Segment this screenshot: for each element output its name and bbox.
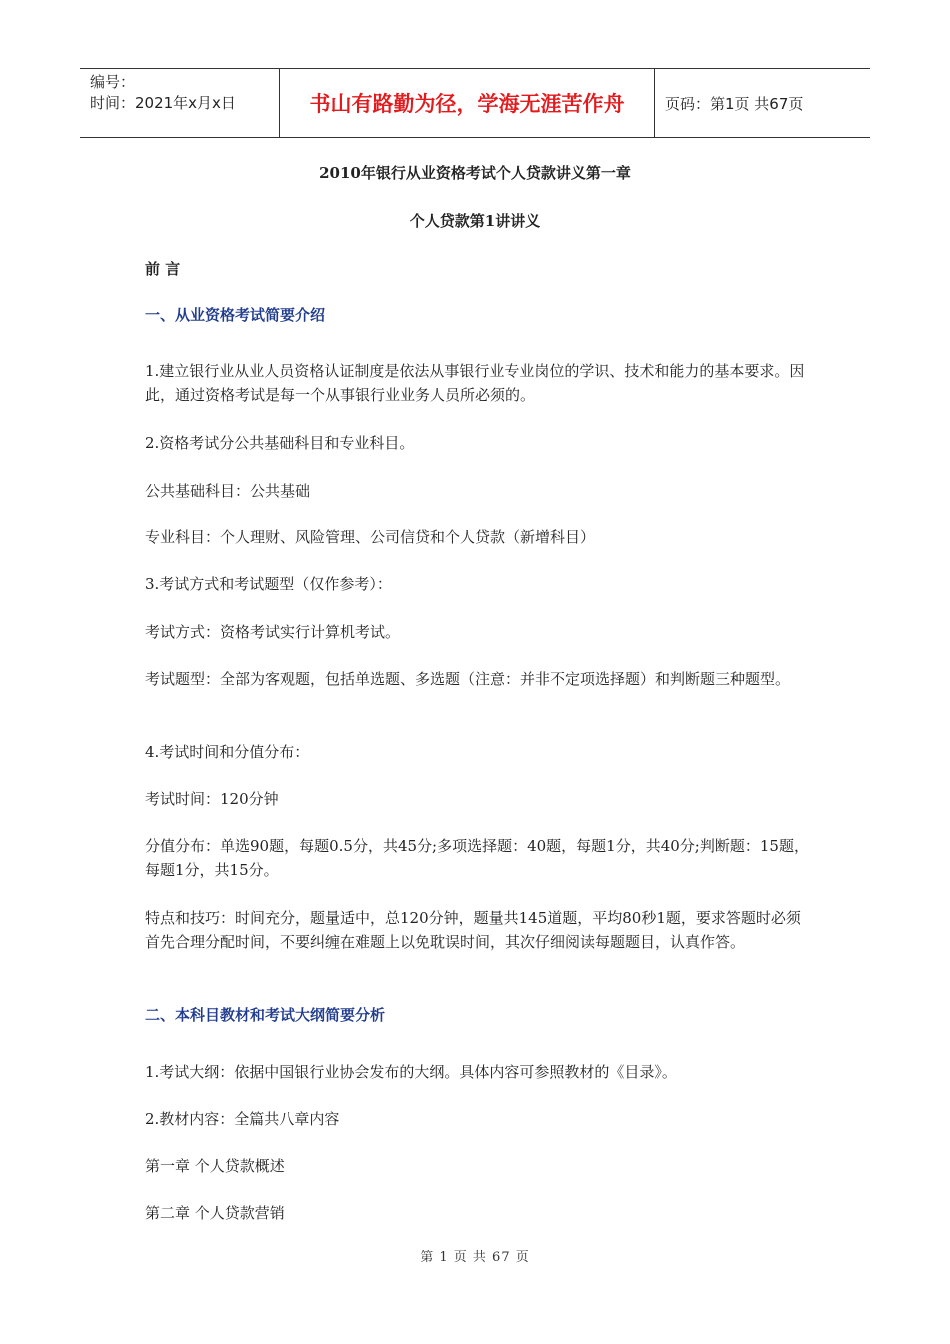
paragraph: 分值分布：单选90题，每题0.5分，共45分;多项选择题：40题，每题1分，共40分;判断题：15题，每题1分，共15分。 bbox=[145, 837, 809, 879]
header-page-info: 页码：第1页 共67页 bbox=[665, 94, 804, 113]
header-motto: 书山有路勤为径，学海无涯苦作舟 bbox=[280, 69, 655, 137]
page-footer: 第 1 页 共 67 页 bbox=[420, 1250, 530, 1265]
paragraph: 第一章 个人贷款概述 bbox=[145, 1157, 285, 1175]
paragraph: 考试题型：全部为客观题，包括单选题、多选题（注意：并非不定项选择题）和判断题三种题型。 bbox=[145, 670, 791, 688]
paragraph: 考试时间：120分钟 bbox=[145, 790, 279, 808]
paragraph: 公共基础科目：公共基础 bbox=[145, 482, 311, 500]
paragraph: 考试方式：资格考试实行计算机考试。 bbox=[145, 623, 401, 641]
paragraph: 4.考试时间和分值分布： bbox=[145, 743, 310, 761]
paragraph: 2.资格考试分公共基础科目和专业科目。 bbox=[145, 434, 415, 452]
paragraph: 3.考试方式和考试题型（仅作参考）： bbox=[145, 575, 392, 593]
paragraph: 第二章 个人贷款营销 bbox=[145, 1204, 285, 1222]
preface-heading: 前 言 bbox=[145, 260, 181, 278]
document-header bbox=[80, 68, 870, 138]
paragraph: 1.建立银行业从业人员资格认证制度是依法从事银行业专业岗位的学识、技术和能力的基本要求。因此，通过资格考试是每一个从事银行业业务人员所必须的。 bbox=[145, 362, 805, 404]
section-heading-2: 二、本科目教材和考试大纲简要分析 bbox=[145, 1006, 386, 1024]
paragraph: 专业科目：个人理财、风险管理、公司信贷和个人贷款（新增科目） bbox=[145, 528, 596, 546]
header-meta bbox=[80, 69, 280, 137]
document-subtitle: 个人贷款第1讲讲义 bbox=[409, 212, 541, 230]
number-label: 编号： bbox=[90, 73, 136, 91]
paragraph: 1.考试大纲：依据中国银行业协会发布的大纲。具体内容可参照教材的《目录》。 bbox=[145, 1063, 677, 1081]
section-heading-1: 一、从业资格考试简要介绍 bbox=[145, 306, 326, 324]
paragraph: 特点和技巧：时间充分，题量适中，总120分钟，题量共145道题，平均80秒1题，要求答题时必须首先合理分配时间，不要纠缠在难题上以免耽误时间，其次仔细阅读每题题目，认真作答。 bbox=[145, 909, 801, 951]
paragraph: 2.教材内容：全篇共八章内容 bbox=[145, 1110, 340, 1128]
time-line: 时间：2021年x月x日 bbox=[90, 94, 236, 112]
document-title: 2010年银行从业资格考试个人贷款讲义第一章 bbox=[319, 164, 631, 182]
